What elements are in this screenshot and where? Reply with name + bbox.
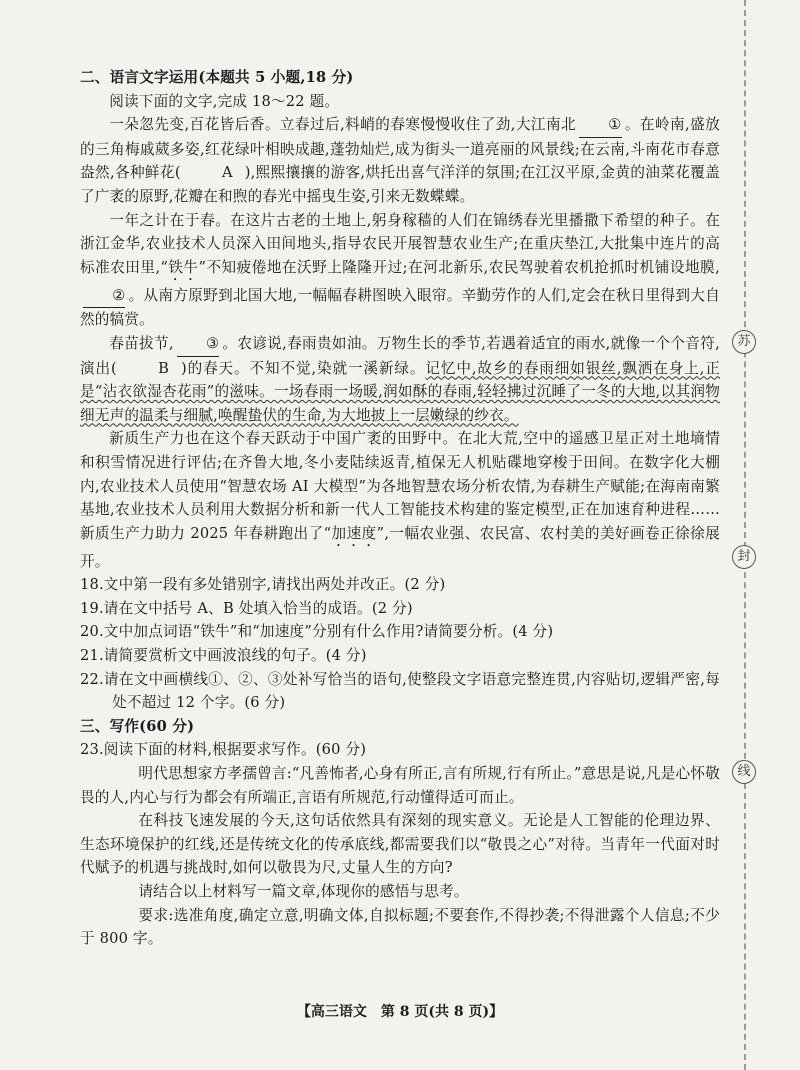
passage-text: 一朵忽先变,百花皆后香。立春过后,料峭的春寒慢慢收住了劲,大江南北: [109, 116, 577, 134]
section-3-title: 三、写作(60 分): [80, 717, 195, 735]
section-2-intro: 阅读下面的文字,完成 18～22 题。: [109, 92, 340, 110]
page-footer: 【高三语文 第 8 页(共 8 页)】: [296, 1004, 504, 1020]
binding-dashed-line: [744, 0, 746, 1070]
question-23: 23.阅读下面的材料,根据要求写作。(60 分): [80, 741, 367, 759]
bracket-b: B: [158, 359, 169, 377]
dotted-word-tieniu: 铁牛: [167, 258, 199, 276]
passage-paragraph-2: [80, 209, 720, 332]
passage-paragraph-4: [80, 427, 720, 573]
passage-text: 一年之计在于春。在这片古老的土地上,躬身稼穑的人们在锦绣春光里播撒下希望的种子。在浙江金华,农业技术人员深入田间地头,指导农民开展智慧农业生产;在重庆垫江,大批集中连片的高标准农田里,“: [80, 211, 720, 276]
passage-text: ),熙熙攘攘的游客,烘托出喜气洋洋的氛围;在江汉平原,金黄的油菜花覆盖了广袤的原野,花瓣在和煦的春光中摇曳生姿,引来无数蝶蝶。: [80, 164, 721, 205]
passage-text: )的春天。不知不觉,染就一溪新绿。: [181, 359, 426, 377]
passage-text: ”,一幅农业强、农民富、农村美的美好画卷正徐徐展开。: [80, 524, 721, 570]
blank-2: ②: [83, 284, 125, 309]
passage-paragraph-1: [80, 113, 720, 208]
bracket-a: A: [221, 164, 233, 182]
section-2-title: 二、语言文字运用(本题共 5 小题,18 分): [80, 69, 354, 86]
question-19: 19.请在文中括号 A、B 处填入恰当的成语。(2 分): [80, 599, 413, 617]
passage-text: 新质生产力也在这个春天跃动于中国广袤的田野中。在北大荒,空中的遥感卫星正对土地墒情和积雪情况进行评估;在齐鲁大地,冬小麦陆续返青,植保无人机贴碟地穿梭于田间。在数字化大棚内,农业技术人员使用“智慧农场 AI 大模型”为各地智慧农场分析农情,为春耕生产赋能;在海南南繁基地,农业技术人员利用大数据分析和新一代人工智能技术构建的鉴定模型,正在加速育种进程……新质生产力助力 2025 年春耕跑出了“: [80, 430, 720, 542]
passage-text: ”不知疲倦地在沃野上隆隆开过;在河北新乐,农民驾驶着农机抢抓时机铺设地膜,: [198, 258, 720, 276]
passage-text: 。在岭南,盛放的三角梅戚葳多姿,红花绿叶相映成趣,蓬勃灿烂,成为街头一道亮丽的风景线;在云南,斗南花市春意盎然,各种鲜花(: [80, 116, 720, 182]
blank-1: ①: [579, 113, 621, 138]
writing-material-1: 明代思想家方孝孺曾言:“凡善怖者,心身有所正,言有所规,行有所止。”意思是说,凡是心怀敬畏的人,内心与行为都会有所端正,言语有所规范,行动懂得适可而止。: [80, 765, 720, 806]
question-20: 20.文中加点词语“铁牛”和“加速度”分别有什么作用?请简要分析。(4 分): [80, 623, 554, 641]
binding-mark-xian: 线: [732, 760, 756, 784]
question-22: 22.请在文中画横线①、②、③处补写恰当的语句,使整段文字语意完整连贯,内容贴切,逻辑严密,每处不超过 12 个字。(6 分): [80, 670, 720, 712]
question-18: 18.文中第一段有多处错别字,请找出两处并改正。(2 分): [80, 576, 446, 594]
dotted-word-jiasudu: 加速度: [331, 524, 377, 542]
passage-text: 。从南方原野到北国大地,一幅幅春耕图映入眼帘。辛勤劳作的人们,定会在秋日里得到大自然的犒赏。: [80, 286, 720, 329]
writing-instruction: 请结合以上材料写一篇文章,体现你的感悟与思考。: [138, 883, 469, 900]
passage-text: 春苗拔节,: [109, 334, 174, 352]
writing-material-2: 在科技飞速发展的今天,这句话依然具有深刻的现实意义。无论是人工智能的伦理边界、生态环境保护的红线,还是传统文化的传承底线,都需要我们以“敬畏之心”对待。当青年一代面对时代赋予的机遇与挑战时,如何以敬畏为尺,丈量人生的方向?: [80, 812, 720, 877]
passage-paragraph-3: [80, 332, 720, 427]
writing-requirements: 要求:选准角度,确定立意,明确文体,自拟标题;不要套作,不得抄袭;不得泄露个人信息;不少于 800 字。: [80, 906, 720, 948]
exam-content: [80, 66, 720, 951]
binding-mark-feng: 封: [732, 545, 756, 569]
blank-3: ③: [177, 332, 219, 357]
question-21: 21.请简要赏析文中画波浪线的句子。(4 分): [80, 647, 367, 665]
binding-mark-su: 苏: [732, 330, 756, 354]
wavy-underlined-sentence: 记忆中,故乡的春雨细如银丝,飘洒在身上,正是“沾衣欲湿杏花雨”的滋味。一场春雨一场暖,润如酥的春雨,轻轻拂过沉睡了一冬的大地,以其润物细无声的温柔与细腻,唤醒蛰伏的生命,为大地披上一层嫩绿的纱衣。: [80, 359, 721, 424]
passage-text: 。农谚说,春雨贵如油。万物生长的季节,若遇着适宜的雨水,就像一个个音符,演出(: [80, 334, 721, 377]
